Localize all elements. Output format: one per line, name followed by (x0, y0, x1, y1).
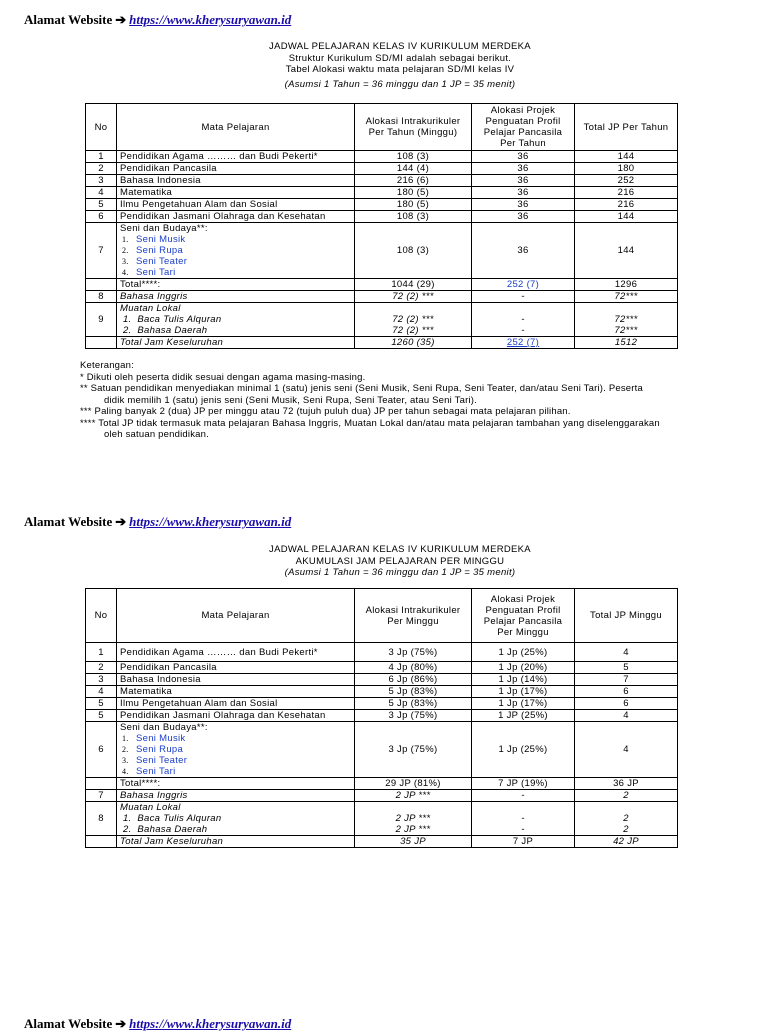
row-intra: 72 (2) *** (355, 291, 472, 303)
row-total: 144 (575, 151, 678, 163)
list-num: 2. (122, 246, 129, 255)
grand-label: Total Jam Keseluruhan (117, 337, 355, 349)
row-mapel: Matematika (117, 686, 355, 698)
table-row (86, 662, 678, 674)
mulok-item-name: 2. Bahasa Daerah (123, 824, 208, 835)
note-3: *** Paling banyak 2 (dua) JP per minggu atau 72 (tujuh puluh dua) JP per tahun sebagai mata pelajaran pilihan. (80, 406, 571, 417)
row-projek: 1 Jp (25%) (472, 643, 575, 662)
row-intra: 108 (3) (355, 151, 472, 163)
row-no: 5 (86, 698, 117, 710)
total-intra: 1044 (29) (355, 279, 472, 291)
list-item (120, 733, 351, 744)
table-row (86, 151, 678, 163)
mulok-cell (117, 802, 355, 836)
table-row-mulok (86, 303, 678, 337)
row-projek: 36 (472, 187, 575, 199)
row-intra: 3 Jp (75%) (355, 722, 472, 778)
row-total: 216 (575, 199, 678, 211)
list-num: 4. (122, 767, 129, 776)
note-2: ** Satuan pendidikan menyediakan minimal 1 (satu) jenis seni (Seni Musik, Seni Rupa, Seni Teater, dan/atau Seni Tari). Peserta (80, 383, 643, 394)
seni-cell (117, 223, 355, 279)
row-projek: 1 Jp (17%) (472, 686, 575, 698)
row-intra: 3 Jp (75%) (355, 710, 472, 722)
row-intra: 5 Jp (83%) (355, 686, 472, 698)
row-no: 3 (86, 175, 117, 187)
row-mapel: Pendidikan Agama ……… dan Budi Pekerti* (117, 643, 355, 662)
mulok-label: Muatan Lokal (120, 802, 181, 813)
row-intra: 4 Jp (80%) (355, 662, 472, 674)
table-row (86, 199, 678, 211)
list-num: 3. (122, 756, 129, 765)
row-projek: 36 (472, 175, 575, 187)
grand-intra: 35 JP (355, 836, 472, 848)
row-projek: 1 Jp (17%) (472, 698, 575, 710)
header-no: No (86, 589, 117, 643)
row-mapel: Pendidikan Jasmani Olahraga dan Kesehatan (117, 211, 355, 223)
seni-item-name: Seni Teater (136, 256, 188, 267)
list-num: 1. (122, 235, 129, 244)
header-projek: Alokasi Projek Penguatan Profil Pelajar Pancasila Per Tahun (472, 104, 575, 151)
seni-list (120, 234, 351, 278)
seni-item-name: Seni Rupa (136, 245, 184, 256)
header-no: No (86, 104, 117, 151)
website-label: Alamat Website (24, 1016, 113, 1031)
website-line (24, 514, 291, 530)
list-item (120, 766, 351, 777)
mulok-total: 72*** (614, 314, 638, 325)
table1-header-row (86, 104, 678, 151)
list-item (120, 755, 351, 766)
row-projek: 1 Jp (20%) (472, 662, 575, 674)
mulok-projek: - (521, 824, 525, 835)
total-projek: 252 (7) (472, 279, 575, 291)
seni-label: Seni dan Budaya**: (120, 722, 208, 733)
mulok-label: Muatan Lokal (120, 303, 181, 314)
row-mapel: Pendidikan Pancasila (117, 662, 355, 674)
row-total: 6 (575, 686, 678, 698)
website-label: Alamat Website (24, 12, 113, 27)
list-item (120, 267, 351, 278)
row-mapel: Bahasa Indonesia (117, 674, 355, 686)
row-total: 144 (575, 211, 678, 223)
row-intra: 216 (6) (355, 175, 472, 187)
row-total: 180 (575, 163, 678, 175)
row-no: 6 (86, 722, 117, 778)
mulok-intra: 2 JP *** (395, 813, 431, 824)
table-row-seni (86, 722, 678, 778)
row-no: 4 (86, 686, 117, 698)
seni-item-name: Seni Rupa (136, 744, 184, 755)
note-2-cont: didik memilih 1 (satu) jenis seni (Seni Musik, Seni Rupa, Seni Teater, atau Seni Tari). (104, 394, 477, 406)
row-intra: 3 Jp (75%) (355, 643, 472, 662)
website-link[interactable]: https://www.kherysuryawan.id (129, 514, 292, 529)
row-no: 7 (86, 790, 117, 802)
row-mapel: Ilmu Pengetahuan Alam dan Sosial (117, 199, 355, 211)
table-row (86, 187, 678, 199)
row-total: 4 (575, 722, 678, 778)
mulok-projek: - (521, 314, 525, 325)
row-projek: 1 Jp (14%) (472, 674, 575, 686)
mulok-cell (117, 303, 355, 337)
row-no: 8 (86, 802, 117, 836)
grand-total: 1512 (575, 337, 678, 349)
table1-subtitle1: Struktur Kurikulum SD/MI adalah sebagai berikut. (288, 52, 512, 64)
row-intra: 144 (4) (355, 163, 472, 175)
website-label: Alamat Website (24, 514, 113, 529)
mulok-item-name: 2. Bahasa Daerah (123, 325, 208, 336)
table-row-total (86, 778, 678, 790)
table-row-seni (86, 223, 678, 279)
row-no: 5 (86, 199, 117, 211)
grand-label: Total Jam Keseluruhan (117, 836, 355, 848)
total-label: Total****: (117, 279, 355, 291)
list-num: 1. (122, 734, 129, 743)
row-projek: 1 JP (25%) (472, 710, 575, 722)
table-row (86, 163, 678, 175)
table1-title: JADWAL PELAJARAN KELAS IV KURIKULUM MERDEKA (269, 41, 531, 52)
row-total: 144 (575, 223, 678, 279)
table2-title: JADWAL PELAJARAN KELAS IV KURIKULUM MERDEKA (269, 544, 531, 555)
mulok-item-name: 1. Baca Tulis Alquran (123, 314, 222, 325)
total-total: 1296 (575, 279, 678, 291)
seni-cell (117, 722, 355, 778)
note-4-cont: oleh satuan pendidikan. (104, 429, 209, 440)
row-total: 2 (575, 790, 678, 802)
arrow-right-icon: ➔ (115, 514, 127, 529)
total-intra: 29 JP (81%) (355, 778, 472, 790)
row-mapel: Pendidikan Pancasila (117, 163, 355, 175)
table-row (86, 175, 678, 187)
row-projek: 36 (472, 223, 575, 279)
table-row (86, 710, 678, 722)
table-row (86, 211, 678, 223)
row-total: 72*** (575, 291, 678, 303)
row-total: 216 (575, 187, 678, 199)
row-intra: 108 (3) (355, 223, 472, 279)
total-label: Total****: (117, 778, 355, 790)
seni-item-name: Seni Musik (136, 733, 186, 744)
website-link[interactable]: https://www.kherysuryawan.id (129, 1016, 292, 1031)
table-row-grand-total (86, 337, 678, 349)
seni-list (120, 733, 351, 777)
header-intra: Alokasi Intrakurikuler Per Minggu (355, 589, 472, 643)
row-total: 7 (575, 674, 678, 686)
row-projek: 1 Jp (25%) (472, 722, 575, 778)
table-row (86, 674, 678, 686)
table2-assumption: (Asumsi 1 Tahun = 36 minggu dan 1 JP = 35 menit) (284, 567, 516, 578)
table-row-grand-total (86, 836, 678, 848)
list-item (120, 744, 351, 755)
row-intra: 5 Jp (83%) (355, 698, 472, 710)
row-projek: 36 (472, 211, 575, 223)
table2-heading (120, 544, 680, 579)
header-mapel: Mata Pelajaran (117, 589, 355, 643)
row-no: 3 (86, 674, 117, 686)
website-link[interactable]: https://www.kherysuryawan.id (129, 12, 292, 27)
row-mapel: Pendidikan Agama ……… dan Budi Pekerti* (117, 151, 355, 163)
header-total: Total JP Minggu (575, 589, 678, 643)
header-total: Total JP Per Tahun (575, 104, 678, 151)
table-row (86, 643, 678, 662)
grand-total: 42 JP (575, 836, 678, 848)
mulok-intra: 2 JP *** (395, 824, 431, 835)
total-projek: 7 JP (19%) (472, 778, 575, 790)
row-mapel: Pendidikan Jasmani Olahraga dan Kesehatan (117, 710, 355, 722)
arrow-right-icon: ➔ (115, 12, 127, 27)
website-line (24, 1016, 291, 1032)
table2-subtitle: AKUMULASI JAM PELAJARAN PER MINGGU (295, 555, 505, 567)
row-no: 1 (86, 643, 117, 662)
table-row (86, 686, 678, 698)
row-mapel: Ilmu Pengetahuan Alam dan Sosial (117, 698, 355, 710)
row-intra: 180 (5) (355, 187, 472, 199)
row-total: 4 (575, 710, 678, 722)
seni-item-name: Seni Tari (136, 267, 176, 278)
mulok-projek: - (521, 325, 525, 336)
seni-item-name: Seni Musik (136, 234, 186, 245)
row-total: 5 (575, 662, 678, 674)
row-no: 7 (86, 223, 117, 279)
notes (80, 360, 740, 441)
note-1: * Dikuti oleh peserta didik sesuai dengan agama masing-masing. (80, 371, 366, 383)
table-row (86, 698, 678, 710)
row-no: 4 (86, 187, 117, 199)
table1-heading (120, 41, 680, 90)
list-item (120, 245, 351, 256)
mulok-projek: - (521, 813, 525, 824)
header-projek: Alokasi Projek Penguatan Profil Pelajar Pancasila Per Minggu (472, 589, 575, 643)
row-mapel: Bahasa Inggris (117, 790, 355, 802)
table-row-total (86, 279, 678, 291)
row-mapel: Bahasa Indonesia (117, 175, 355, 187)
row-no: 2 (86, 163, 117, 175)
table-row-inggris (86, 291, 678, 303)
row-projek: 36 (472, 151, 575, 163)
table1-subtitle2: Tabel Alokasi waktu mata pelajaran SD/MI kelas IV (285, 64, 515, 75)
header-intra: Alokasi Intrakurikuler Per Tahun (Minggu) (355, 104, 472, 151)
table-row-inggris (86, 790, 678, 802)
row-projek: 36 (472, 163, 575, 175)
row-total: 252 (575, 175, 678, 187)
row-no: 5 (86, 710, 117, 722)
grand-intra: 1260 (35) (355, 337, 472, 349)
row-intra: 180 (5) (355, 199, 472, 211)
seni-item-name: Seni Tari (136, 766, 176, 777)
table2 (85, 588, 678, 848)
row-no: 2 (86, 662, 117, 674)
mulok-total: 2 (623, 813, 629, 824)
list-num: 4. (122, 268, 129, 277)
arrow-right-icon: ➔ (115, 1016, 127, 1031)
header-mapel: Mata Pelajaran (117, 104, 355, 151)
seni-item-name: Seni Teater (136, 755, 188, 766)
note-4: **** Total JP tidak termasuk mata pelajaran Bahasa Inggris, Muatan Lokal dan/atau mata pelajaran tambahan yang diselenggarakan (80, 417, 660, 429)
mulok-intra: 72 (2) *** (392, 325, 434, 336)
row-no: 9 (86, 303, 117, 337)
row-total: 6 (575, 698, 678, 710)
grand-projek: 7 JP (472, 836, 575, 848)
list-num: 2. (122, 745, 129, 754)
list-item (120, 234, 351, 245)
row-no: 1 (86, 151, 117, 163)
mulok-intra: 72 (2) *** (392, 314, 434, 325)
row-no: 8 (86, 291, 117, 303)
table1-assumption: (Asumsi 1 Tahun = 36 minggu dan 1 JP = 35 menit) (284, 78, 516, 90)
row-total: 4 (575, 643, 678, 662)
row-projek: - (472, 790, 575, 802)
list-item (120, 256, 351, 267)
row-no: 6 (86, 211, 117, 223)
mulok-total: 72*** (614, 325, 638, 336)
mulok-item-name: 1. Baca Tulis Alquran (123, 813, 222, 824)
table2-header-row (86, 589, 678, 643)
row-intra: 2 JP *** (355, 790, 472, 802)
website-line (24, 12, 291, 28)
row-intra: 108 (3) (355, 211, 472, 223)
table1 (85, 103, 678, 349)
mulok-total: 2 (623, 824, 629, 835)
notes-heading: Keterangan: (80, 360, 134, 371)
row-projek: 36 (472, 199, 575, 211)
seni-label: Seni dan Budaya**: (120, 223, 208, 234)
grand-projek: 252 (7) (472, 337, 575, 349)
table-row-mulok (86, 802, 678, 836)
row-intra: 6 Jp (86%) (355, 674, 472, 686)
total-total: 36 JP (575, 778, 678, 790)
row-mapel: Matematika (117, 187, 355, 199)
list-num: 3. (122, 257, 129, 266)
row-mapel: Bahasa Inggris (117, 291, 355, 303)
row-projek: - (472, 291, 575, 303)
